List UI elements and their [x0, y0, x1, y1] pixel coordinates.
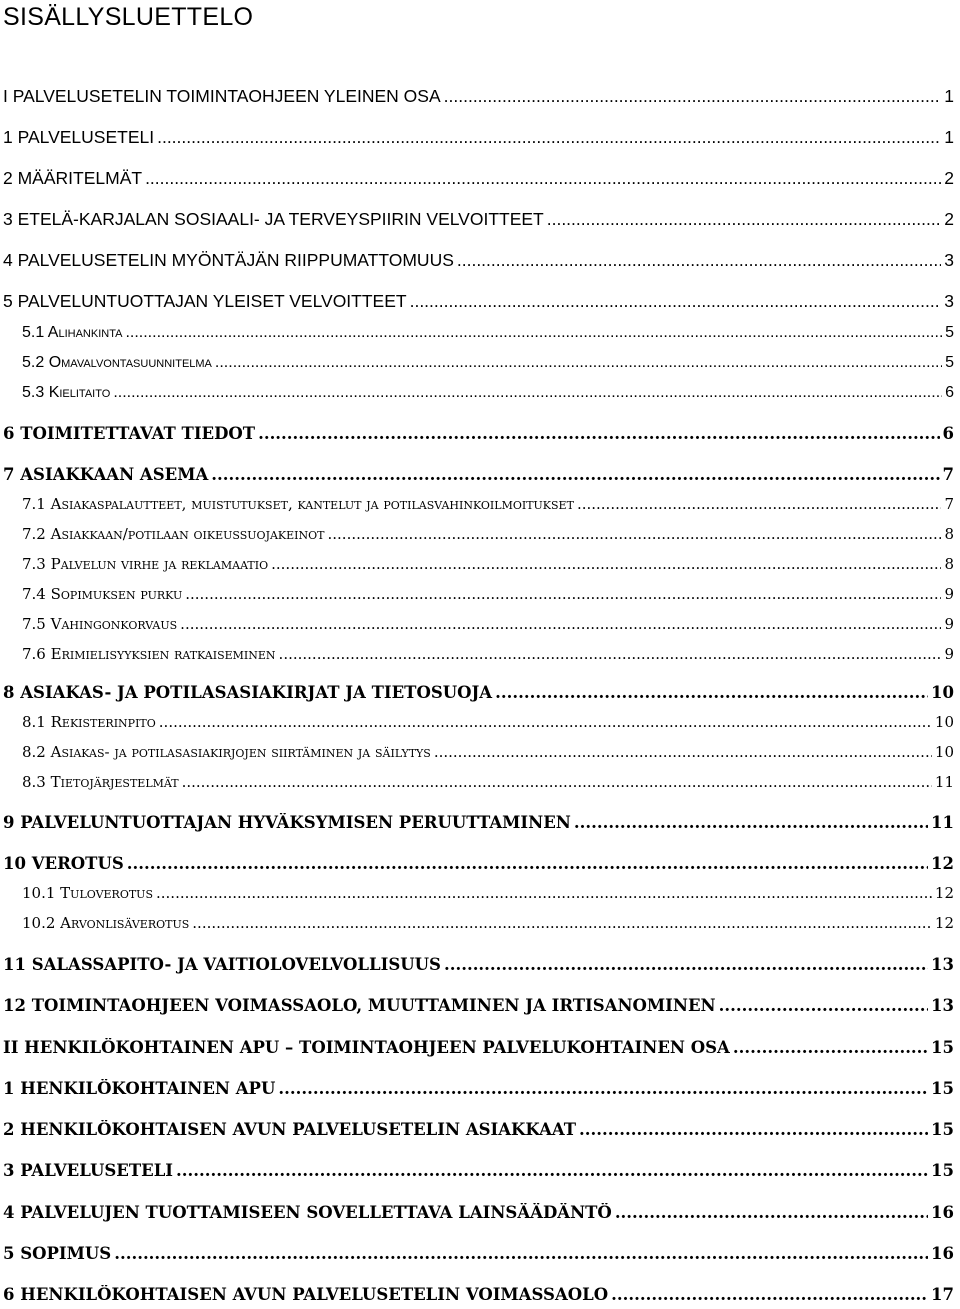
toc-dot-leader [192, 914, 932, 932]
toc-page-number: 12 [934, 914, 954, 932]
toc-entry[interactable] [0, 1244, 960, 1268]
toc-dot-leader [733, 1038, 928, 1057]
toc-entry[interactable] [0, 127, 960, 151]
toc-entry-label: 7.1 Asiakaspalautteet, muistutukset, kantelut ja potilasvahinkoilmoitukset [22, 495, 574, 513]
toc-dot-leader [719, 996, 928, 1015]
toc-entry-label: 3 PALVELUSETELI [3, 1161, 174, 1180]
toc-dot-leader [271, 555, 941, 573]
toc-entry-label: 1 PALVELUSETELI [3, 127, 155, 147]
toc-entry-label: 10.1 Tuloverotus [22, 884, 153, 902]
toc-entry[interactable] [0, 854, 960, 878]
toc-dot-leader [611, 1285, 928, 1304]
toc-dot-leader [579, 1120, 928, 1139]
toc-dot-leader [444, 86, 942, 107]
toc-entry-label: 8.3 Tietojärjestelmät [22, 773, 179, 791]
toc-entry-label: 6 HENKILÖKOHTAISEN AVUN PALVELUSETELIN VOIMASSAOLO [3, 1285, 609, 1304]
toc-dot-leader [145, 168, 941, 189]
toc-dot-leader [114, 1244, 928, 1263]
toc-entry[interactable] [0, 585, 960, 609]
toc-dot-leader [180, 615, 941, 633]
toc-page-number: 8 [944, 555, 954, 573]
toc-dot-leader [279, 645, 942, 663]
toc-page-number: 15 [931, 1038, 954, 1057]
toc-dot-leader [185, 585, 941, 603]
toc-entry-label: 5.2 Omavalvontasuunnitelma [22, 354, 212, 371]
toc-page-number: 16 [931, 1244, 954, 1263]
toc-entry-label: 2 MÄÄRITELMÄT [3, 168, 143, 188]
toc-entry-label: 7 ASIAKKAAN ASEMA [3, 465, 209, 484]
toc-entry[interactable] [0, 884, 960, 908]
toc-entry[interactable] [0, 1285, 960, 1309]
toc-page-number: 9 [944, 645, 954, 663]
toc-dot-leader [258, 424, 939, 443]
toc-page-number: 3 [944, 250, 954, 270]
toc-entry-label: 7.2 Asiakkaan/potilaan oikeussuojakeinot [22, 525, 325, 543]
toc-page-number: 5 [945, 324, 954, 341]
toc-entry[interactable] [0, 683, 960, 707]
toc-page-number: 6 [942, 424, 954, 443]
toc-entry[interactable] [0, 424, 960, 448]
toc-entry-label: 5.1 Alihankinta [22, 324, 123, 341]
toc-entry[interactable] [0, 645, 960, 669]
toc-page-number: 11 [931, 813, 954, 832]
toc-entry[interactable] [0, 1038, 960, 1062]
toc-page-number: 10 [934, 713, 954, 731]
toc-entry[interactable] [0, 1161, 960, 1185]
toc-entry[interactable] [0, 955, 960, 979]
toc-entry[interactable] [0, 384, 960, 408]
toc-page-number: 12 [931, 854, 954, 873]
toc-page-number: 9 [944, 585, 954, 603]
toc-entry-label: 7.3 Palvelun virhe ja reklamaatio [22, 555, 269, 573]
toc-entry-label: 4 PALVELUSETELIN MYÖNTÄJÄN RIIPPUMATTOMUUS [3, 250, 454, 270]
toc-entry-label: 10.2 Arvonlisäverotus [22, 914, 190, 932]
toc-dot-leader [495, 683, 928, 702]
toc-entry[interactable] [0, 1203, 960, 1227]
toc-page-number: 11 [934, 773, 954, 791]
toc-page-number: 16 [931, 1203, 954, 1222]
toc-entry[interactable] [0, 168, 960, 192]
toc-entry-label: 7.4 Sopimuksen purku [22, 585, 183, 603]
toc-entry[interactable] [0, 86, 960, 110]
toc-page-number: 10 [931, 683, 954, 702]
toc-page-number: 2 [944, 209, 954, 229]
toc-page-number: 1 [944, 127, 954, 147]
toc-dot-leader [574, 813, 928, 832]
toc-entry[interactable] [0, 209, 960, 233]
toc-dot-leader [444, 955, 928, 974]
toc-dot-leader [328, 525, 942, 543]
page-title: SISÄLLYSLUETTELO [3, 3, 254, 31]
toc-dot-leader [615, 1203, 928, 1222]
toc-entry-label: 1 HENKILÖKOHTAINEN APU [3, 1079, 276, 1098]
toc-page-number: 5 [945, 354, 954, 371]
toc-dot-leader [410, 291, 942, 312]
toc-entry[interactable] [0, 250, 960, 274]
toc-dot-leader [215, 354, 942, 372]
toc-page-number: 13 [931, 996, 954, 1015]
toc-dot-leader [176, 1161, 928, 1180]
toc-entry[interactable] [0, 354, 960, 378]
toc-entry-label: 7.5 Vahingonkorvaus [22, 615, 178, 633]
toc-page-number: 17 [931, 1285, 954, 1304]
toc-dot-leader [211, 465, 939, 484]
toc-dot-leader [278, 1079, 928, 1098]
toc-page-number: 8 [944, 525, 954, 543]
toc-entry-label: 7.6 Erimielisyyksien ratkaiseminen [22, 645, 276, 663]
toc-entry[interactable] [0, 773, 960, 797]
toc-page-number: 7 [942, 465, 954, 484]
toc-dot-leader [577, 495, 942, 513]
toc-entry[interactable] [0, 465, 960, 489]
toc-entry[interactable] [0, 495, 960, 519]
toc-entry[interactable] [0, 813, 960, 837]
toc-entry[interactable] [0, 324, 960, 348]
toc-page-number: 2 [944, 168, 954, 188]
toc-entry-label: 4 PALVELUJEN TUOTTAMISEEN SOVELLETTAVA LAINSÄÄDÄNTÖ [3, 1203, 612, 1222]
toc-entry-label: 2 HENKILÖKOHTAISEN AVUN PALVELUSETELIN ASIAKKAAT [3, 1120, 577, 1139]
toc-entry-label: I PALVELUSETELIN TOIMINTAOHJEEN YLEINEN OSA [3, 86, 441, 106]
toc-entry[interactable] [0, 996, 960, 1020]
toc-entry-label: 8.2 Asiakas- ja potilasasiakirjojen siirtäminen ja säilytys [22, 743, 431, 761]
toc-page-number: 12 [934, 884, 954, 902]
toc-entry-label: 6 TOIMITETTAVAT TIEDOT [3, 424, 256, 443]
toc-entry-label: 5.3 Kielitaito [22, 384, 111, 401]
toc-page-number: 13 [931, 955, 954, 974]
toc-entry[interactable] [0, 555, 960, 579]
toc-dot-leader [547, 209, 942, 230]
toc-dot-leader [159, 713, 932, 731]
toc-entry[interactable] [0, 525, 960, 549]
toc-dot-leader [157, 127, 941, 148]
toc-entry-label: 3 ETELÄ-KARJALAN SOSIAALI- JA TERVEYSPIIRIN VELVOITTEET [3, 209, 544, 229]
toc-dot-leader [434, 743, 932, 761]
toc-entry-label: 9 PALVELUNTUOTTAJAN HYVÄKSYMISEN PERUUTTAMINEN [3, 813, 571, 832]
toc-entry-label: 8.1 Rekisterinpito [22, 713, 156, 731]
toc-page-number: 15 [931, 1079, 954, 1098]
toc-entry[interactable] [0, 291, 960, 315]
toc-entry-label: 12 TOIMINTAOHJEEN VOIMASSAOLO, MUUTTAMINEN JA IRTISANOMINEN [3, 996, 716, 1015]
toc-dot-leader [113, 384, 942, 402]
toc-page-number: 7 [944, 495, 954, 513]
toc-dot-leader [182, 773, 932, 791]
toc-page-number: 10 [934, 743, 954, 761]
toc-page-number: 15 [931, 1161, 954, 1180]
toc-entry-label: 11 SALASSAPITO- JA VAITIOLOVELVOLLISUUS [3, 955, 441, 974]
toc-page-number: 3 [944, 291, 954, 311]
toc-entry-label: 5 PALVELUNTUOTTAJAN YLEISET VELVOITTEET [3, 291, 407, 311]
toc-page-number: 6 [945, 384, 954, 401]
toc-entry[interactable] [0, 615, 960, 639]
toc-entry[interactable] [0, 914, 960, 938]
toc-dot-leader [125, 324, 942, 342]
toc-dot-leader [127, 854, 928, 873]
toc-entry-label: II HENKILÖKOHTAINEN APU – TOIMINTAOHJEEN PALVELUKOHTAINEN OSA [3, 1038, 730, 1057]
toc-entry-label: 8 ASIAKAS- JA POTILASASIAKIRJAT JA TIETOSUOJA [3, 683, 493, 702]
toc-entry[interactable] [0, 743, 960, 767]
toc-dot-leader [457, 250, 941, 271]
toc-dot-leader [156, 884, 932, 902]
toc-entry-label: 5 SOPIMUS [3, 1244, 112, 1263]
toc-entry-label: 10 VEROTUS [3, 854, 124, 873]
toc-entry[interactable] [0, 1079, 960, 1103]
toc-entry[interactable] [0, 713, 960, 737]
toc-page-number: 15 [931, 1120, 954, 1139]
toc-entry[interactable] [0, 1120, 960, 1144]
toc-page-number: 9 [944, 615, 954, 633]
toc-page-number: 1 [944, 86, 954, 106]
